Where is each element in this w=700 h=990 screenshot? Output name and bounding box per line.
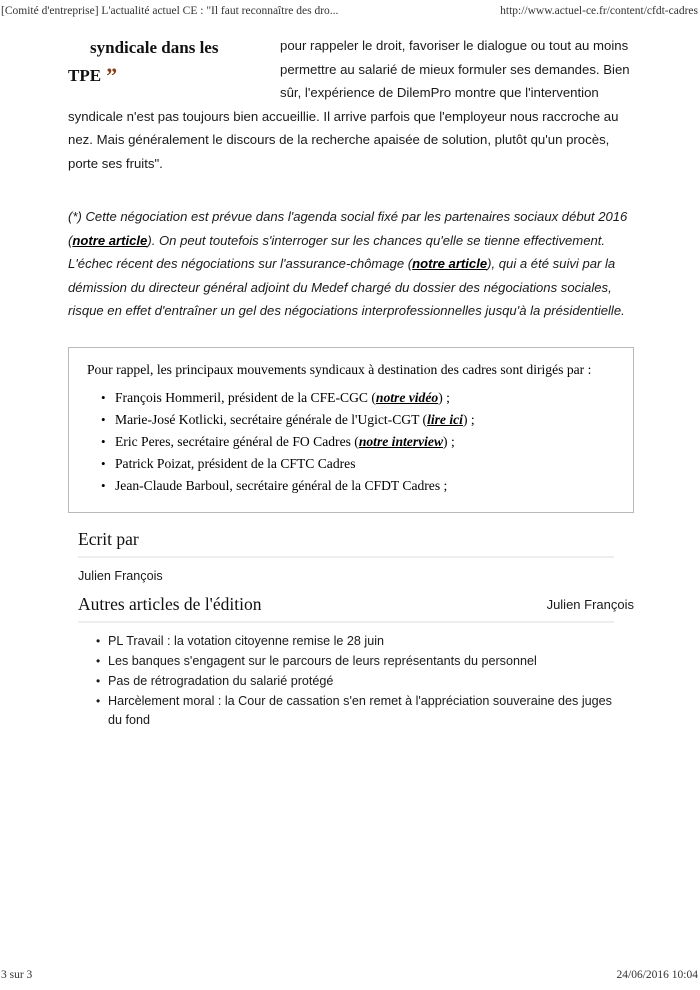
article-paragraph: pour rappeler le droit, favoriser le dialogue ou tout au moins permettre au salarié de mieux formuler ses demandes. Bien sûr, l'expérience de DilemPro montre que l'intervention syndicale n'est pas toujours bien accueillie. Il arrive parfois que l'employeur nous raccroche au nez. Mais généralement le discours de la recherche apaisée de solution, plutôt qu'un procès, porte ses fruits". xyxy=(68,38,630,171)
reminder-box-intro: Pour rappel, les principaux mouvements syndicaux à destination des cadres sont dirigés par : xyxy=(87,361,592,377)
author-section xyxy=(78,528,614,586)
list-item[interactable] xyxy=(96,692,614,730)
leader-link-notre-interview[interactable]: notre interview xyxy=(358,433,444,449)
leader-text-before: Marie-José Kotlicki, secrétaire générale de l'Ugict-CGT ( xyxy=(115,411,428,427)
footnote-link-notre-article-2[interactable]: notre article xyxy=(412,256,488,271)
print-footer xyxy=(0,966,700,984)
footnote-text-1: (*) Cette négociation est prévue dans l'agenda social fixé par les partenaires sociaux début 2016 ( xyxy=(68,209,628,248)
other-article-link[interactable]: Pas de rétrogradation du salarié protégé xyxy=(108,674,334,688)
print-header xyxy=(0,0,700,22)
pull-quote xyxy=(68,34,266,90)
print-timestamp: 24/06/2016 10:04 xyxy=(616,969,698,981)
closing-quote-icon: ” xyxy=(106,63,117,88)
article-footnote xyxy=(68,205,634,323)
list-item xyxy=(103,476,619,496)
leader-text-before: Patrick Poizat, président de la CFTC Cadres xyxy=(115,455,356,471)
footnote-text-2: ). On peut toutefois s'interroger sur les chances qu'elle se tienne effectivement. L'échec récent des négociations sur l'assurance-chômage ( xyxy=(68,232,606,271)
leader-text-after: ) ; xyxy=(462,411,475,427)
list-item xyxy=(103,432,619,452)
other-article-link[interactable]: Harcèlement moral : la Cour de cassation s'en remet à l'appréciation souveraine des juges du fond xyxy=(108,694,612,727)
reminder-box xyxy=(68,347,634,513)
leader-link-lire-ici[interactable]: lire ici xyxy=(427,411,463,427)
footnote-link-notre-article-1[interactable]: notre article xyxy=(72,232,148,248)
other-article-link[interactable]: Les banques s'engagent sur le parcours de leurs représentants du personnel xyxy=(108,654,537,668)
list-item xyxy=(103,410,619,430)
list-item xyxy=(103,388,619,408)
leader-text-before: Eric Peres, secrétaire général de FO Cadres ( xyxy=(115,433,359,449)
other-article-link[interactable]: PL Travail : la votation citoyenne remise le 28 juin xyxy=(108,634,385,648)
list-item[interactable] xyxy=(96,632,614,651)
print-header-title: [Comité d'entreprise] L'actualité actuel CE : "Il faut reconnaître des dro... xyxy=(1,5,339,17)
leader-text-before: Jean-Claude Barboul, secrétaire général de la CFDT Cadres ; xyxy=(115,477,448,493)
print-header-url: http://www.actuel-ce.fr/content/cfdt-cadres xyxy=(500,5,698,17)
leader-text-after: ) ; xyxy=(443,433,455,449)
leader-text-after: ) ; xyxy=(438,389,450,405)
list-item xyxy=(103,454,619,474)
author-name: Julien François xyxy=(78,569,163,583)
list-item[interactable] xyxy=(96,652,614,671)
leader-link-notre-video[interactable]: notre vidéo xyxy=(375,389,439,405)
footnote-text-3: ), qui a été suivi par la démission du directeur général adjoint du Medef chargé du dossier des négociations sociales, risque en effet d'entraîner un gel des négociations interprofessionnelles jusqu'à la présidentielle. xyxy=(68,256,625,318)
union-leaders-list xyxy=(83,388,619,496)
page-number: 3 sur 3 xyxy=(1,969,33,981)
other-articles-heading: Autres articles de l'édition xyxy=(78,593,614,623)
pull-quote-text: syndicale dans les TPE xyxy=(68,38,219,85)
other-articles-section xyxy=(78,593,614,731)
leader-text-before: François Hommeril, président de la CFE-CGC ( xyxy=(115,389,376,405)
article-signature: Julien François xyxy=(546,596,634,612)
list-item[interactable] xyxy=(96,672,614,691)
author-section-heading: Ecrit par xyxy=(78,528,614,558)
other-articles-list xyxy=(78,623,614,730)
